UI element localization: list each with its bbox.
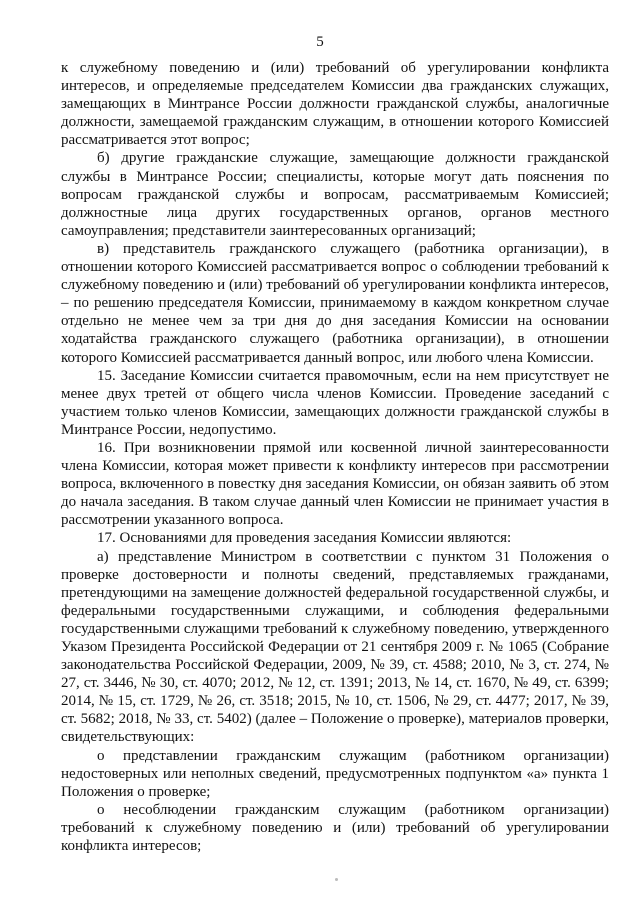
paragraph-continuation: к служебному поведению и (или) требований об урегулировании конфликта интересов, и определяемые председателем Комиссии два гражданских служащих, замещающих в Минтрансе России должности гражданской службы, аналогичные должности, замещаемой гражданским служащим, в отношении которого Комиссией рассматривается этот вопрос;	[61, 60, 609, 149]
paragraph-b: б) другие гражданские служащие, замещающие должности гражданской службы в Минтрансе России; специалисты, которые могут дать пояснения по вопросам гражданской службы и вопросам, рассматриваемым Комиссией; должностные лица других государственных органов, органов местного самоуправления; представители заинтересованных организаций;	[61, 150, 609, 239]
paragraph-17a: а) представление Министром в соответствии с пунктом 31 Положения о проверке достоверности и полноты сведений, представляемых гражданами, претендующими на замещение должностей федеральной государственной службы, и федеральными государственными служащими, и соблюдения федеральными государственными служащими требований к служебному поведению, утвержденного Указом Президента Российской Федерации от 21 сентября 2009 г. № 1065 (Собрание законодательства Российской Федерации, 2009, № 39, ст. 4588; 2010, № 3, ст. 274, № 27, ст. 3446, № 30, ст. 4070; 2012, № 12, ст. 1391; 2013, № 14, ст. 1670, № 49, ст. 6399; 2014, № 15, ст. 1729, № 26, ст. 3518; 2015, № 10, ст. 1506, № 29, ст. 4477; 2017, № 39, ст. 5682; 2018, № 33, ст. 5402) (далее – Положение о проверке), материалов проверки, свидетельствующих:	[61, 548, 609, 746]
paragraph-17: 17. Основаниями для проведения заседания Комиссии являются:	[97, 530, 512, 547]
paragraph-15: 15. Заседание Комиссии считается правомочным, если на нем присутствует не менее двух третей от общего числа членов Комиссии. Проведение заседаний с участием только членов Комиссии, замещающих должности гражданской службы в Минтрансе России, недопустимо.	[61, 367, 609, 438]
paragraph-bullet-2: о несоблюдении гражданским служащим (работником организации) требований к служебному поведению и (или) требований об урегулировании конфликта интересов;	[61, 801, 609, 855]
paragraph-16: 16. При возникновении прямой или косвенной личной заинтересованности члена Комиссии, которая может привести к конфликту интересов при рассмотрении вопроса, включенного в повестку дня заседания Комиссии, он обязан заявить об этом до начала заседания. В таком случае данный член Комиссии не принимает участия в рассмотрении указанного вопроса.	[61, 439, 609, 529]
document-body	[61, 59, 609, 855]
page-number: 5	[316, 34, 324, 50]
scan-speck	[335, 878, 338, 881]
paragraph-bullet-1: о представлении гражданским служащим (работником организации) недостоверных или неполных сведений, предусмотренных подпунктом «а» пункта 1 Положения о проверке;	[61, 747, 609, 800]
paragraph-v: в) представитель гражданского служащего (работника организации), в отношении которого Комиссией рассматривается вопрос о соблюдении требований к служебному поведению и (или) требований об урегулировании конфликта интересов, – по решению председателя Комиссии, принимаемому в каждом конкретном случае отдельно не менее чем за три дня до дня заседания Комиссии на основании ходатайства гражданского служащего (работника организации), в отношении которого Комиссией рассматривается данный вопрос, или любого члена Комиссии.	[61, 240, 609, 366]
